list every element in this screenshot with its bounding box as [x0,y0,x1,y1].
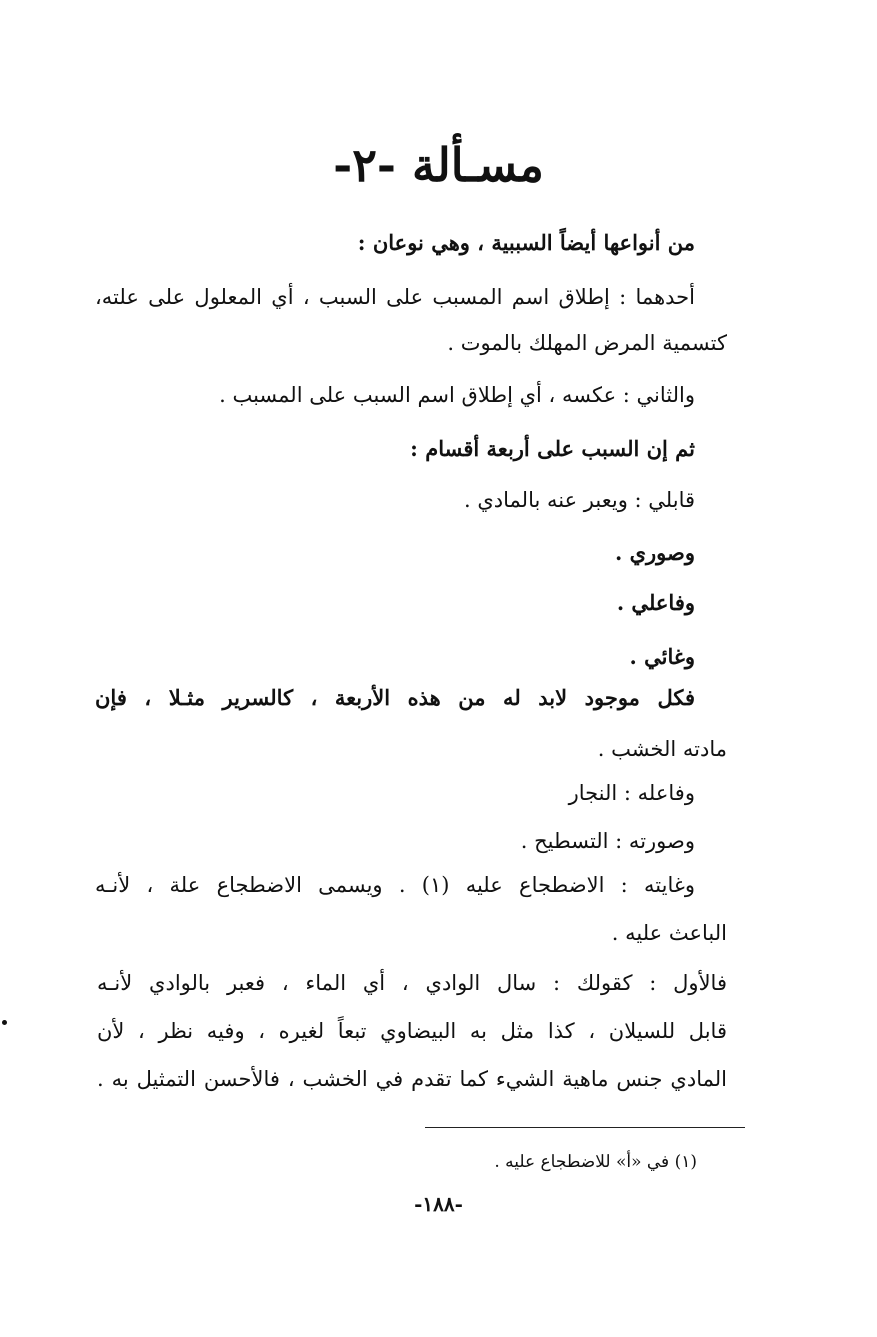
text-line: قابلي : ويعبر عنه بالمادي . [464,488,695,512]
text-line: فكل موجود لابد له من هذه الأربعة ، كالسرير مثـلا ، فإن [95,685,695,710]
text-line: فالأول : كقولك : سال الوادي ، أي الماء ، فعبر بالوادي لأنـه [97,971,727,995]
text-line: وصوري . [614,540,695,565]
text-line: كتسمية المرض المهلك بالموت . [447,331,727,355]
text-line: وفاعلي . [616,590,695,615]
text-line: المادي جنس ماهية الشيء كما تقدم في الخشب ، فالأحسن التمثيل به . [97,1067,727,1091]
text-line: وصورته : التسطيح . [520,829,695,853]
text-line: قابل للسيلان ، كذا مثل به البيضاوي تبعاً لغيره ، وفيه نظر ، لأن [97,1019,727,1043]
text-line: الباعث عليه . [611,921,727,945]
page-title: مسـألة -٢- [333,138,544,192]
footnote-divider [425,1127,745,1128]
text-line: مادته الخشب . [597,737,727,761]
page-number: -١٨٨- [414,1192,463,1216]
text-line: وفاعله : النجار [568,781,695,805]
text-line: وغائي . [629,644,695,669]
text-line: وغايته : الاضطجاع عليه (١) . ويسمى الاضطجاع علة ، لأنـه [95,873,695,897]
text-line: من أنواعها أيضاً السببية ، وهي نوعان : [357,230,695,255]
text-line: والثاني : عكسه ، أي إطلاق اسم السبب على المسبب . [219,383,695,407]
text-line: ثم إن السبب على أربعة أقسام : [410,436,695,461]
text-line: أحدهما : إطلاق اسم المسبب على السبب ، أي المعلول على علته، [95,285,695,309]
scan-speck [2,1020,7,1025]
footnote: (١) في «أ» للاضطجاع عليه . [494,1152,697,1172]
